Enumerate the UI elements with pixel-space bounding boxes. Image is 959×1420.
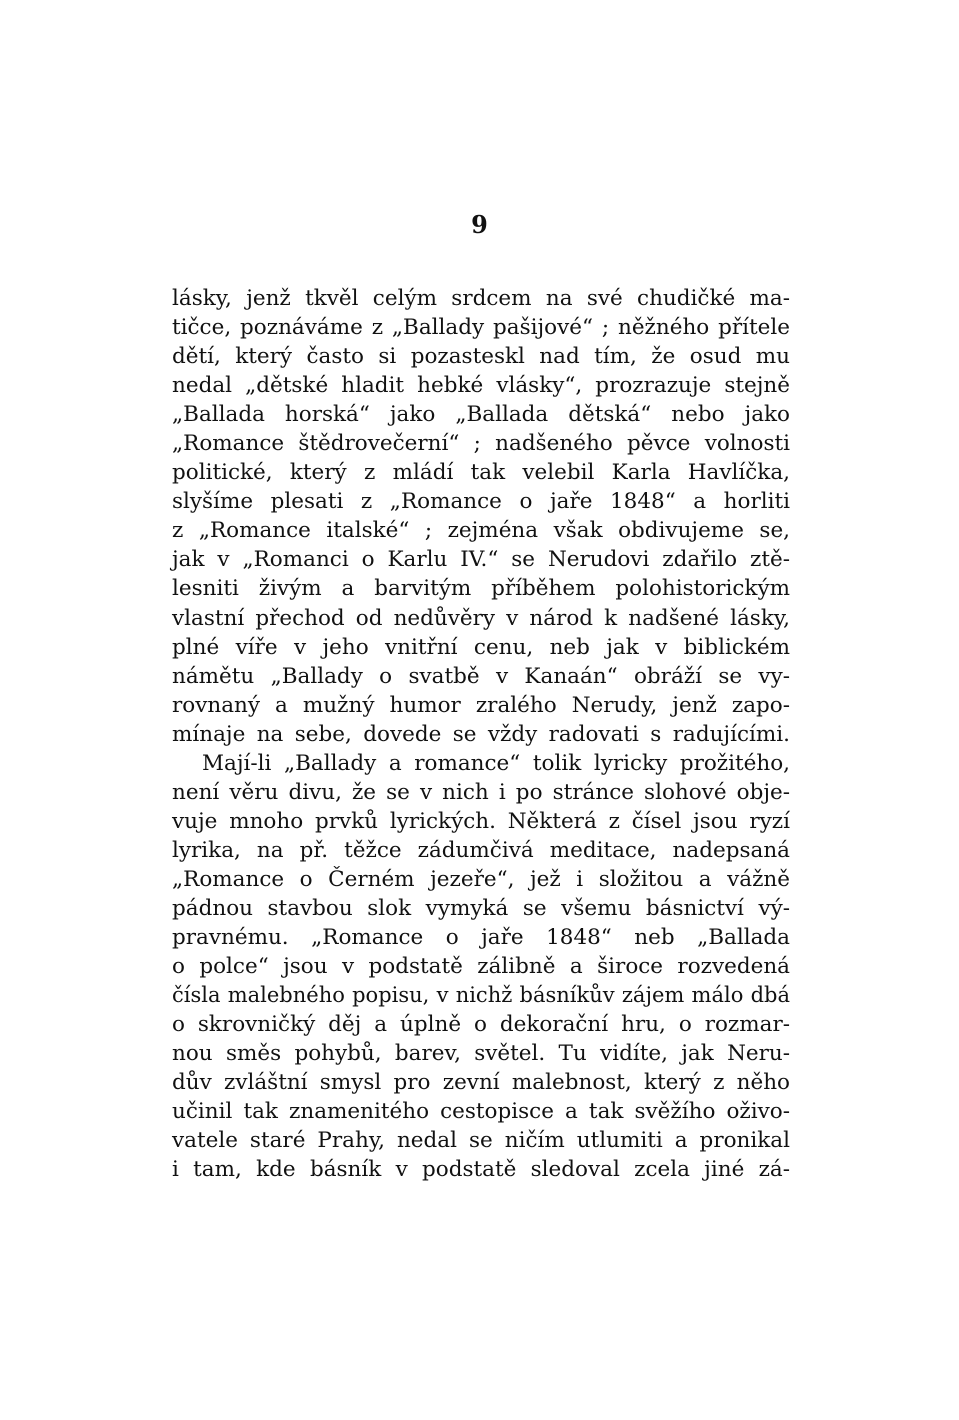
text-line: čísla malebného popisu, v nichž básníkův zájem málo dbá	[172, 983, 790, 1008]
text-line: o polce“ jsou v podstatě zálibně a široce rozvedená	[172, 954, 790, 980]
text-line: pádnou stavbou slok vymyká se všemu básnictví vý-	[172, 895, 790, 921]
paragraph-1	[172, 284, 790, 749]
text-line: lesniti živým a barvitým příběhem polohistorickým	[172, 576, 790, 602]
text-line: „Romance o Černém jezeře“, jež i složitou a vážně	[172, 866, 790, 892]
text-line: „Ballada horská“ jako „Ballada dětská“ nebo jako	[172, 402, 790, 428]
text-line: plné víře v jeho vnitřní cenu, neb jak v biblickém	[172, 634, 790, 660]
text-line: lásky, jenž tkvěl celým srdcem na své chudičké ma-	[172, 286, 790, 311]
text-line: vuje mnoho prvků lyrických. Některá z čísel jsou ryzí	[172, 808, 790, 834]
text-line: vlastní přechod od nedůvěry v národ k nadšené lásky,	[172, 605, 790, 631]
text-line: tičce, poznáváme z „Ballady pašijové“ ; něžného přítele	[172, 315, 790, 341]
text-line: o skrovničký děj a úplně o dekorační hru, o rozmar-	[172, 1012, 790, 1038]
text-line: rovnaný a mužný humor zralého Nerudy, jenž zapo-	[172, 692, 790, 718]
text-line: pravnému. „Romance o jaře 1848“ neb „Ballada	[172, 925, 790, 951]
text-line: dův zvláštní smysl pro zevní malebnost, který z něho	[172, 1070, 790, 1096]
text-line: i tam, kde básník v podstatě sledoval zcela jiné zá-	[172, 1157, 790, 1183]
text-line: dětí, který často si pozasteskl nad tím, že osud mu	[172, 344, 790, 370]
page-number: 9	[471, 210, 488, 239]
text-line: námětu „Ballady o svatbě v Kanaán“ obráží se vy-	[172, 663, 790, 689]
text-line: nedal „dětské hladit hebké vlásky“, prozrazuje stejně	[172, 373, 790, 399]
text-line: z „Romance italské“ ; zejména však obdivujeme se,	[172, 518, 790, 544]
text-line: mínaje na sebe, dovede se vždy radovati s radujícími.	[172, 721, 790, 747]
paragraph-2	[172, 749, 790, 1185]
text-line: „Romance štědrovečerní“ ; nadšeného pěvce volnosti	[172, 431, 790, 457]
text-line: lyrika, na př. těžce zádumčivá meditace, nadepsaná	[172, 837, 790, 863]
body-text	[172, 284, 790, 1184]
text-line: slyšíme plesati z „Romance o jaře 1848“ a horliti	[172, 489, 790, 515]
text-line: učinil tak znamenitého cestopisce a tak svěžího oživo-	[172, 1099, 790, 1125]
text-line: není věru divu, že se v nich i po stránce slohové obje-	[172, 779, 790, 805]
text-line: jak v „Romanci o Karlu IV.“ se Nerudovi zdařilo ztě-	[172, 547, 790, 573]
text-line: vatele staré Prahy, nedal se ničím utlumiti a pronikal	[172, 1128, 790, 1154]
text-line: politické, který z mládí tak velebil Karla Havlíčka,	[172, 460, 790, 486]
text-line: nou směs pohybů, barev, světel. Tu vidíte, jak Neru-	[172, 1041, 790, 1067]
text-line: Mají-li „Ballady a romance“ tolik lyricky prožitého,	[202, 750, 790, 776]
